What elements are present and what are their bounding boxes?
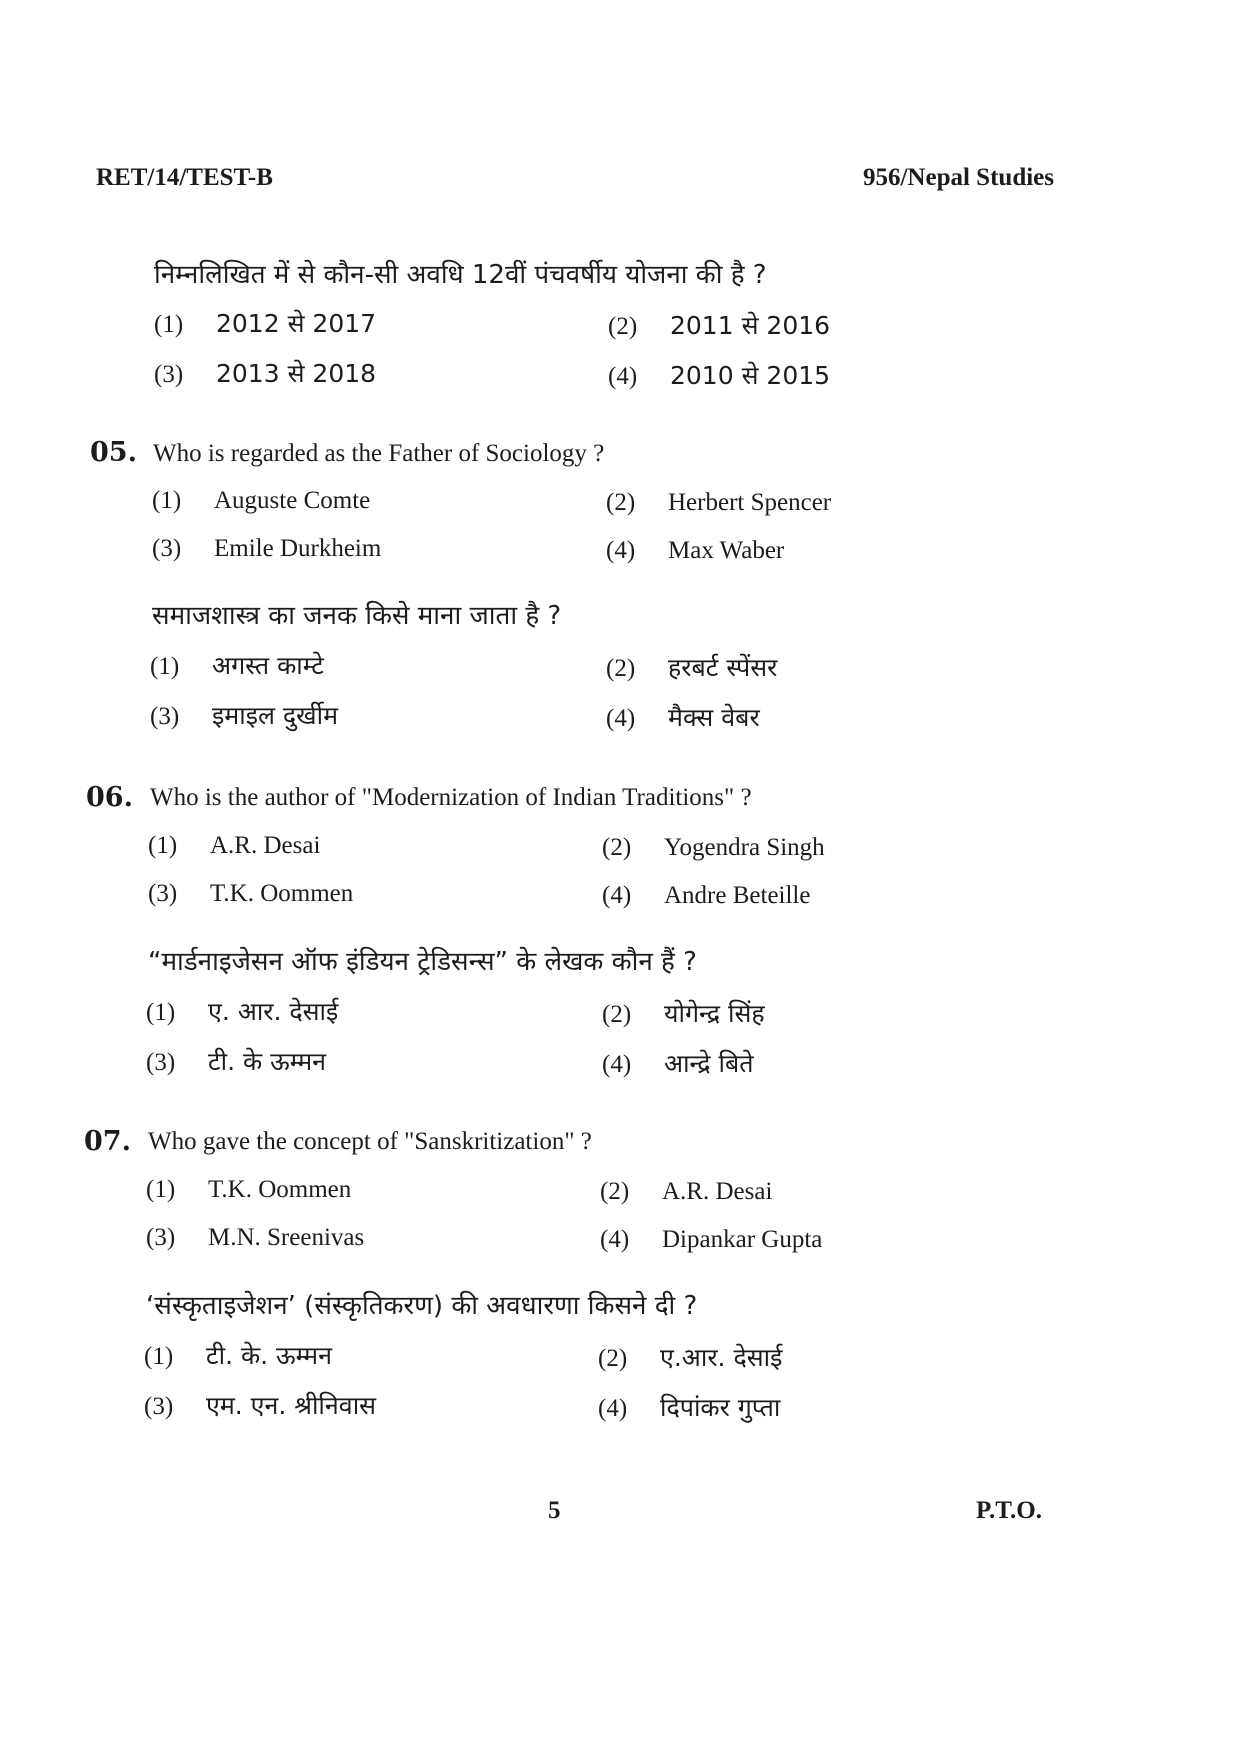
test-code-header: RET/14/TEST-B	[96, 164, 273, 191]
page-number: 5	[548, 1497, 561, 1524]
q5-hindi-option-1: (1) अगस्त काम्टे	[150, 651, 324, 680]
q5-hindi-option-2: (2) हरबर्ट स्पेंसर	[606, 653, 778, 682]
q5-hindi-option-4: (4) मैक्स वेबर	[606, 703, 760, 732]
pto-label: P.T.O.	[976, 1497, 1042, 1524]
q4-option-2: (2) 2011 से 2016	[608, 311, 831, 340]
q4-option-3: (3) 2013 से 2018	[154, 359, 377, 388]
q7-option-2: (2) A.R. Desai	[600, 1178, 773, 1205]
q7-option-1: (1) T.K. Oommen	[146, 1176, 352, 1203]
q6-option-3: (3) T.K. Oommen	[148, 880, 354, 907]
q7-number: 07.	[84, 1126, 131, 1157]
q6-number: 06.	[86, 782, 133, 813]
q5-number: 05.	[90, 437, 137, 468]
q7-hindi-option-2: (2) ए.आर. देसाई	[598, 1343, 783, 1372]
q6-hindi-text: “मार्डनाइजेसन ऑफ इंडियन ट्रेडिसन्स” के लेखक कौन हैं ?	[148, 947, 697, 977]
q5-option-2: (2) Herbert Spencer	[606, 489, 832, 516]
q7-hindi-option-1: (1) टी. के. ऊम्मन	[144, 1341, 332, 1370]
q6-option-1: (1) A.R. Desai	[148, 832, 321, 859]
q6-hindi-option-2: (2) योगेन्द्र सिंह	[602, 999, 765, 1028]
q6-hindi-option-3: (3) टी. के ऊम्मन	[146, 1047, 327, 1076]
q7-option-3: (3) M.N. Sreenivas	[146, 1224, 365, 1251]
q5-hindi-option-3: (3) इमाइल दुर्खीम	[150, 701, 339, 730]
q5-text: Who is regarded as the Father of Sociology ?	[153, 440, 605, 467]
q6-option-4: (4) Andre Beteille	[602, 882, 811, 909]
q7-hindi-option-3: (3) एम. एन. श्रीनिवास	[144, 1391, 377, 1420]
q4-option-4: (4) 2010 से 2015	[608, 361, 831, 390]
q7-hindi-option-4: (4) दिपांकर गुप्ता	[598, 1393, 781, 1422]
q5-option-3: (3) Emile Durkheim	[152, 535, 382, 562]
q6-hindi-option-4: (4) आन्द्रे बिते	[602, 1049, 754, 1078]
q5-option-4: (4) Max Waber	[606, 537, 785, 564]
subject-header: 956/Nepal Studies	[862, 164, 1054, 191]
q6-text: Who is the author of "Modernization of Indian Traditions" ?	[150, 784, 752, 811]
q5-option-1: (1) Auguste Comte	[152, 487, 371, 514]
q6-option-2: (2) Yogendra Singh	[602, 834, 825, 861]
q5-hindi-text: समाजशास्त्र का जनक किसे माना जाता है ?	[152, 601, 562, 631]
q4-option-1: (1) 2012 से 2017	[154, 309, 377, 338]
q6-hindi-option-1: (1) ए. आर. देसाई	[146, 997, 339, 1026]
q7-text: Who gave the concept of "Sanskritization" ?	[148, 1128, 592, 1155]
q7-option-4: (4) Dipankar Gupta	[600, 1226, 823, 1253]
q7-hindi-text: ‘संस्कृताइजेशन’ (संस्कृतिकरण) की अवधारणा किसने दी ?	[146, 1291, 698, 1321]
q4-hindi-text: निम्नलिखित में से कौन-सी अवधि 12वीं पंचवर्षीय योजना की है ?	[154, 260, 767, 290]
